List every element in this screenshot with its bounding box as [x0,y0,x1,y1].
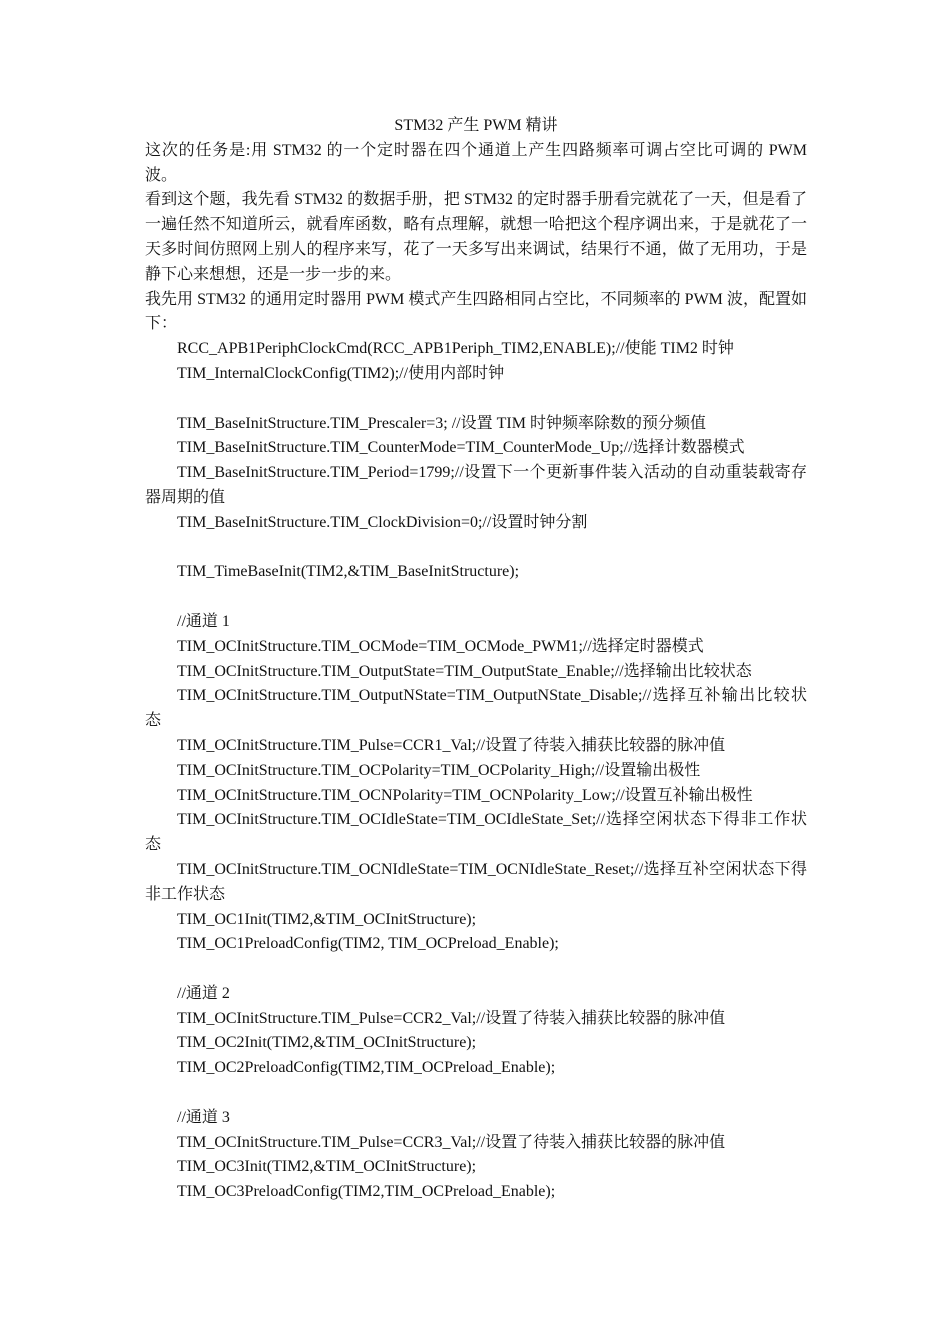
code-line: TIM_OCInitStructure.TIM_OCIdleState=TIM_OCIdleState_Set;//选择空闲状态下得非工作状态 [145,811,807,854]
blank-line [145,585,807,610]
code-line: TIM_OCInitStructure.TIM_Pulse=CCR1_Val;//设置了待装入捕获比较器的脉冲值 [177,736,726,754]
paragraph-experience: 看到这个题，我先看 STM32 的数据手册，把 STM32 的定时器手册看完就花了一天，但是看了一遍任然不知道所云，就看库函数，略有点理解，就想一哈把这个程序调出来，于是就花了一天多时间仿照网上别人的程序来写，花了一天多写出来调试，结果行不通，做了无用功，于是静下心来想想，还是一步一步的来。 [145,191,807,283]
code-line: TIM_OCInitStructure.TIM_OCNIdleState=TIM_OCNIdleState_Reset;//选择互补空闲状态下得非工作状态 [145,860,807,903]
code-line: TIM_OC1PreloadConfig(TIM2, TIM_OCPreload_Enable); [177,935,559,953]
code-line: TIM_OC1Init(TIM2,&TIM_OCInitStructure); [177,910,477,928]
code-line: TIM_TimeBaseInit(TIM2,&TIM_BaseInitStructure); [177,563,520,581]
blank-line [145,536,807,561]
code-line: TIM_OCInitStructure.TIM_OCMode=TIM_OCMode_PWM1;//选择定时器模式 [177,637,704,655]
document-page [145,114,807,1205]
code-line: RCC_APB1PeriphClockCmd(RCC_APB1Periph_TIM2,ENABLE);//使能 TIM2 时钟 [177,340,734,358]
code-line: TIM_OC3PreloadConfig(TIM2,TIM_OCPreload_Enable); [177,1183,556,1201]
code-line: TIM_BaseInitStructure.TIM_Period=1799;//设置下一个更新事件装入活动的自动重装载寄存器周期的值 [145,464,807,506]
blank-line [145,1081,807,1106]
paragraph-config-intro: 我先用 STM32 的通用定时器用 PWM 模式产生四路相同占空比，不同频率的 PWM 波，配置如下： [145,290,807,333]
code-line: TIM_OC2Init(TIM2,&TIM_OCInitStructure); [177,1034,477,1052]
document-title: STM32 产生 PWM 精讲 [394,117,558,134]
code-line: TIM_OCInitStructure.TIM_Pulse=CCR2_Val;//设置了待装入捕获比较器的脉冲值 [177,1009,726,1027]
code-line: TIM_OC2PreloadConfig(TIM2,TIM_OCPreload_Enable); [177,1059,556,1077]
code-line: TIM_OCInitStructure.TIM_Pulse=CCR3_Val;//设置了待装入捕获比较器的脉冲值 [177,1133,726,1151]
code-line: TIM_OCInitStructure.TIM_OCNPolarity=TIM_OCNPolarity_Low;//设置互补输出极性 [177,786,753,804]
blank-line [145,387,807,412]
blank-line [145,957,807,982]
code-line: TIM_BaseInitStructure.TIM_CounterMode=TIM_CounterMode_Up;//选择计数器模式 [177,439,745,457]
code-line: TIM_OC3Init(TIM2,&TIM_OCInitStructure); [177,1158,477,1176]
code-line: TIM_OCInitStructure.TIM_OutputState=TIM_OutputState_Enable;//选择输出比较状态 [177,662,752,680]
channel-3-comment: //通道 3 [177,1108,230,1126]
channel-1-comment: //通道 1 [177,612,230,630]
code-line: TIM_OCInitStructure.TIM_OutputNState=TIM_OutputNState_Disable;//选择互补输出比较状态 [145,687,807,730]
code-line: TIM_BaseInitStructure.TIM_Prescaler=3; //设置 TIM 时钟频率除数的预分频值 [177,414,706,432]
paragraph-task: 这次的任务是:用 STM32 的一个定时器在四个通道上产生四路频率可调占空比可调的 PWM 波。 [145,141,807,184]
code-line: TIM_BaseInitStructure.TIM_ClockDivision=0;//设置时钟分割 [177,513,588,531]
code-line: TIM_OCInitStructure.TIM_OCPolarity=TIM_OCPolarity_High;//设置输出极性 [177,761,701,779]
channel-2-comment: //通道 2 [177,984,230,1002]
code-line: TIM_InternalClockConfig(TIM2);//使用内部时钟 [177,364,505,382]
